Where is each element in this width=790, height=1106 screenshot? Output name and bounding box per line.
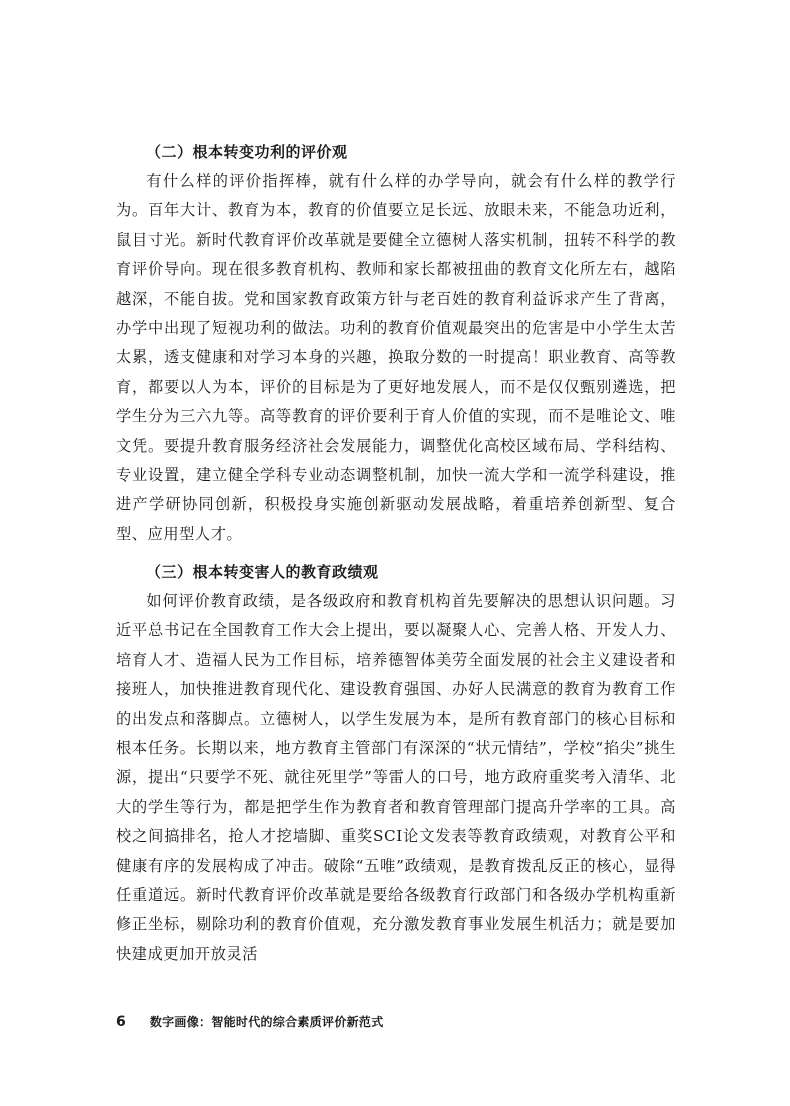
section-paragraph: 如何评价教育政绩，是各级政府和教育机构首先要解决的思想认识问题。习近平总书记在全国教育工作大会上提出，要以凝聚人心、完善人格、开发人力、培育人才、造福人民为工作目标，培养德智体美劳全面发展的社会主义建设者和接班人，加快推进教育现代化、建设教育强国、办好人民满意的教育为教育工作的出发点和落脚点。立德树人，以学生发展为本，是所有教育部门的核心目标和根本任务。长期以来，地方教育主管部门有深深的“状元情结”，学校“掐尖”挑生源，提出“只要学不死、就往死里学”等雷人的口号，地方政府重奖考入清华、北大的学生等行为，都是把学生作为教育者和教育管理部门提高升学率的工具。高校之间搞排名，抢人才挖墙脚、重奖SCI论文发表等教育政绩观，对教育公平和健康有序的发展构成了冲击。破除“五唯”政绩观，是教育拨乱反正的核心，显得任重道远。新时代教育评价改革就是要给各级教育行政部门和各级办学机构重新修正坐标，剔除功利的教育价值观，充分激发教育事业发展生机活力；就是要加快建成更加开放灵活 [116, 592, 676, 963]
section-heading: （三）根本转变害人的教育政绩观 [146, 563, 379, 581]
section-heading: （二）根本转变功利的评价观 [146, 143, 348, 161]
page-number: 6 [116, 1014, 126, 1030]
page-footer [116, 1012, 384, 1032]
section-evaluation-view [116, 140, 676, 549]
section-paragraph: 有什么样的评价指挥棒，就有什么样的办学导向，就会有什么样的教学行为。百年大计、教育为本，教育的价值要立足长远、放眼未来，不能急功近利，鼠目寸光。新时代教育评价改革就是要健全立德树人落实机制，扭转不科学的教育评价导向。现在很多教育机构、教师和家长都被扭曲的教育文化所左右，越陷越深，不能自拔。党和国家教育政策方针与老百姓的教育利益诉求产生了背离，办学中出现了短视功利的做法。功利的教育价值观最突出的危害是中小学生太苦太累，透支健康和对学习本身的兴趣，换取分数的一时提高！职业教育、高等教育，都要以人为本，评价的目标是为了更好地发展人，而不是仅仅甄别遴选，把学生分为三六九等。高等教育的评价要利于育人价值的实现，而不是唯论文、唯文凭。要提升教育服务经济社会发展能力，调整优化高校区域布局、学科结构、专业设置，建立健全学科专业动态调整机制，加快一流大学和一流学科建设，推进产学研协同创新，积极投身实施创新驱动发展战略，着重培养创新型、复合型、应用型人才。 [116, 172, 676, 543]
running-title: 数字画像：智能时代的综合素质评价新范式 [149, 1015, 384, 1029]
section-achievement-view [116, 560, 676, 969]
